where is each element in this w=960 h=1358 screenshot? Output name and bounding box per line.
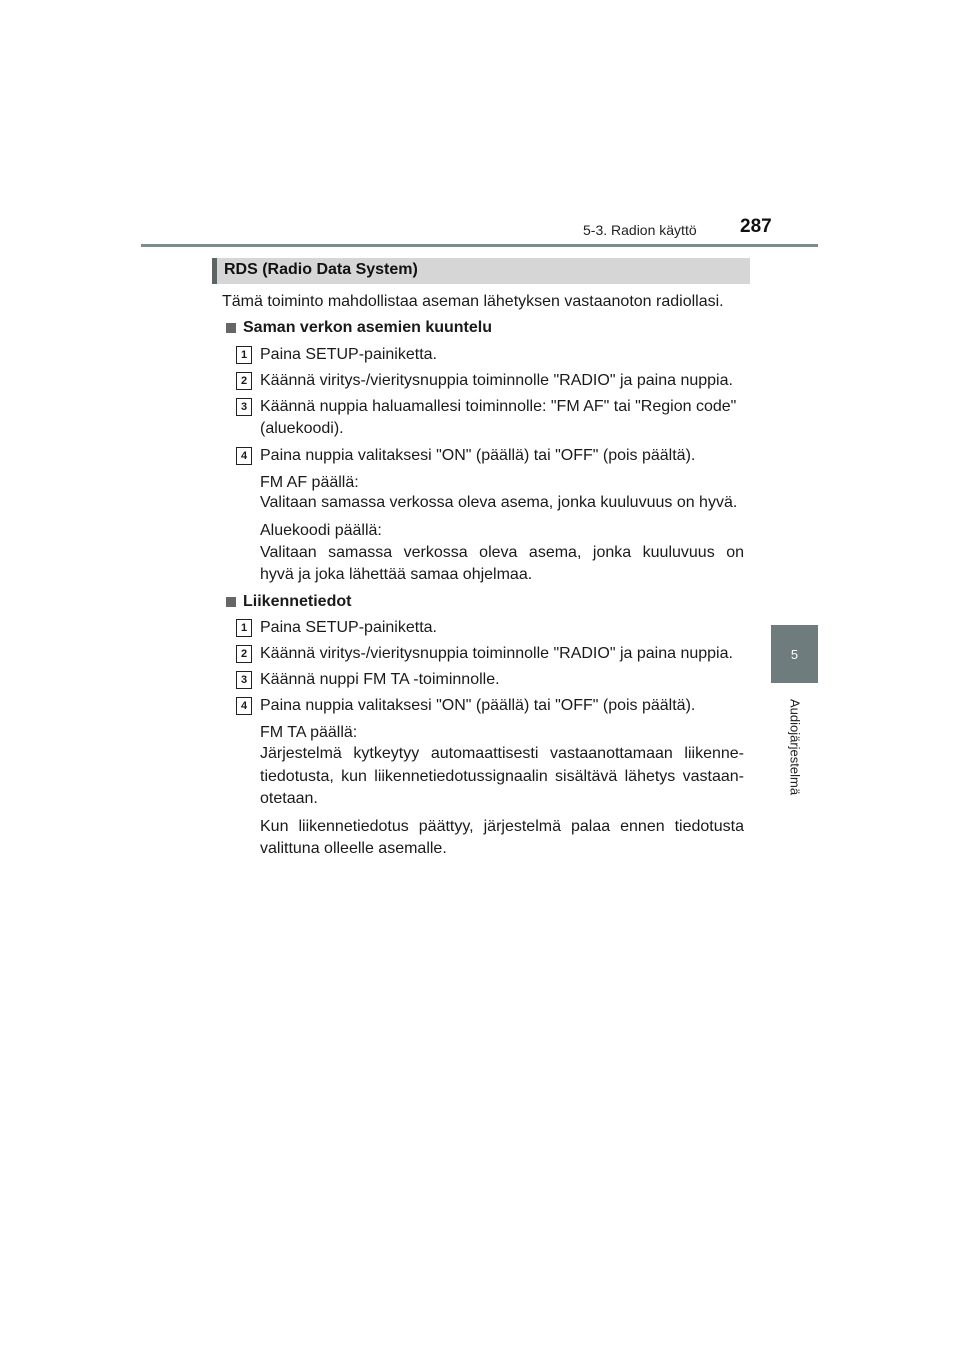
block2-heading: Liikennetiedot (243, 593, 352, 610)
step-number-icon: 2 (236, 645, 252, 663)
block1-step2: Käännä viritys-/vieritysnuppia toiminnolle "RADIO" ja paina nuppia. (260, 372, 733, 389)
section-title-accent (212, 258, 217, 284)
block1-step1: Paina SETUP-painiketta. (260, 346, 437, 363)
chapter-tab (771, 625, 818, 683)
block2-note2-line2: valittuna olleelle asemalle. (260, 840, 447, 857)
page-number: 287 (740, 216, 772, 237)
step-number-icon: 2 (236, 372, 252, 390)
step-number-icon: 1 (236, 346, 252, 364)
header-divider (141, 244, 818, 247)
section-intro: Tämä toiminto mahdollistaa aseman lähetyksen vastaanoton radiollasi. (222, 293, 724, 310)
block2-step3: Käännä nuppi FM TA -toiminnolle. (260, 671, 500, 688)
block1-step4: Paina nuppia valitaksesi "ON" (päällä) tai "OFF" (pois päältä). (260, 447, 696, 464)
block2-note1-line1: Järjestelmä kytkeytyy automaattisesti vastaanottamaan liikenne- (260, 745, 744, 762)
step-number-icon: 4 (236, 697, 252, 715)
chapter-number: 5 (790, 646, 799, 662)
block2-note1-line2: tiedotusta, kun liikennetiedotussignaalin sisältävä lähetys vastaan- (260, 768, 744, 785)
bullet-square-icon (226, 597, 236, 607)
block2-note1-line3: otetaan. (260, 790, 318, 807)
block2-note2-line1: Kun liikennetiedotus päättyy, järjestelmä palaa ennen tiedotusta (260, 818, 744, 835)
section-title: RDS (Radio Data System) (224, 261, 418, 278)
block1-note2-label: Aluekoodi päällä: (260, 522, 382, 539)
chapter-label: Audiojärjestelmä (787, 698, 803, 796)
block1-note1-label: FM AF päällä: (260, 474, 359, 491)
bullet-square-icon (226, 323, 236, 333)
block1-step3-line2: (aluekoodi). (260, 420, 344, 437)
step-number-icon: 3 (236, 671, 252, 689)
block1-heading: Saman verkon asemien kuuntelu (243, 319, 492, 336)
block1-note2-line1: Valitaan samassa verkossa oleva asema, jonka kuuluvuus on (260, 544, 744, 561)
block2-step2: Käännä viritys-/vieritysnuppia toiminnolle "RADIO" ja paina nuppia. (260, 645, 733, 662)
block2-step1: Paina SETUP-painiketta. (260, 619, 437, 636)
block2-note1-label: FM TA päällä: (260, 724, 358, 741)
header-section-title: 5-3. Radion käyttö (583, 222, 697, 238)
block1-note1-text: Valitaan samassa verkossa oleva asema, jonka kuuluvuus on hyvä. (260, 494, 738, 511)
step-number-icon: 1 (236, 619, 252, 637)
block1-step3-line1: Käännä nuppia haluamallesi toiminnolle: "FM AF" tai "Region code" (260, 398, 737, 415)
step-number-icon: 4 (236, 447, 252, 465)
section-title-bar (212, 258, 750, 284)
step-number-icon: 3 (236, 398, 252, 416)
block2-step4: Paina nuppia valitaksesi "ON" (päällä) tai "OFF" (pois päältä). (260, 697, 696, 714)
block1-note2-line2: hyvä ja joka lähettää samaa ohjelmaa. (260, 566, 533, 583)
